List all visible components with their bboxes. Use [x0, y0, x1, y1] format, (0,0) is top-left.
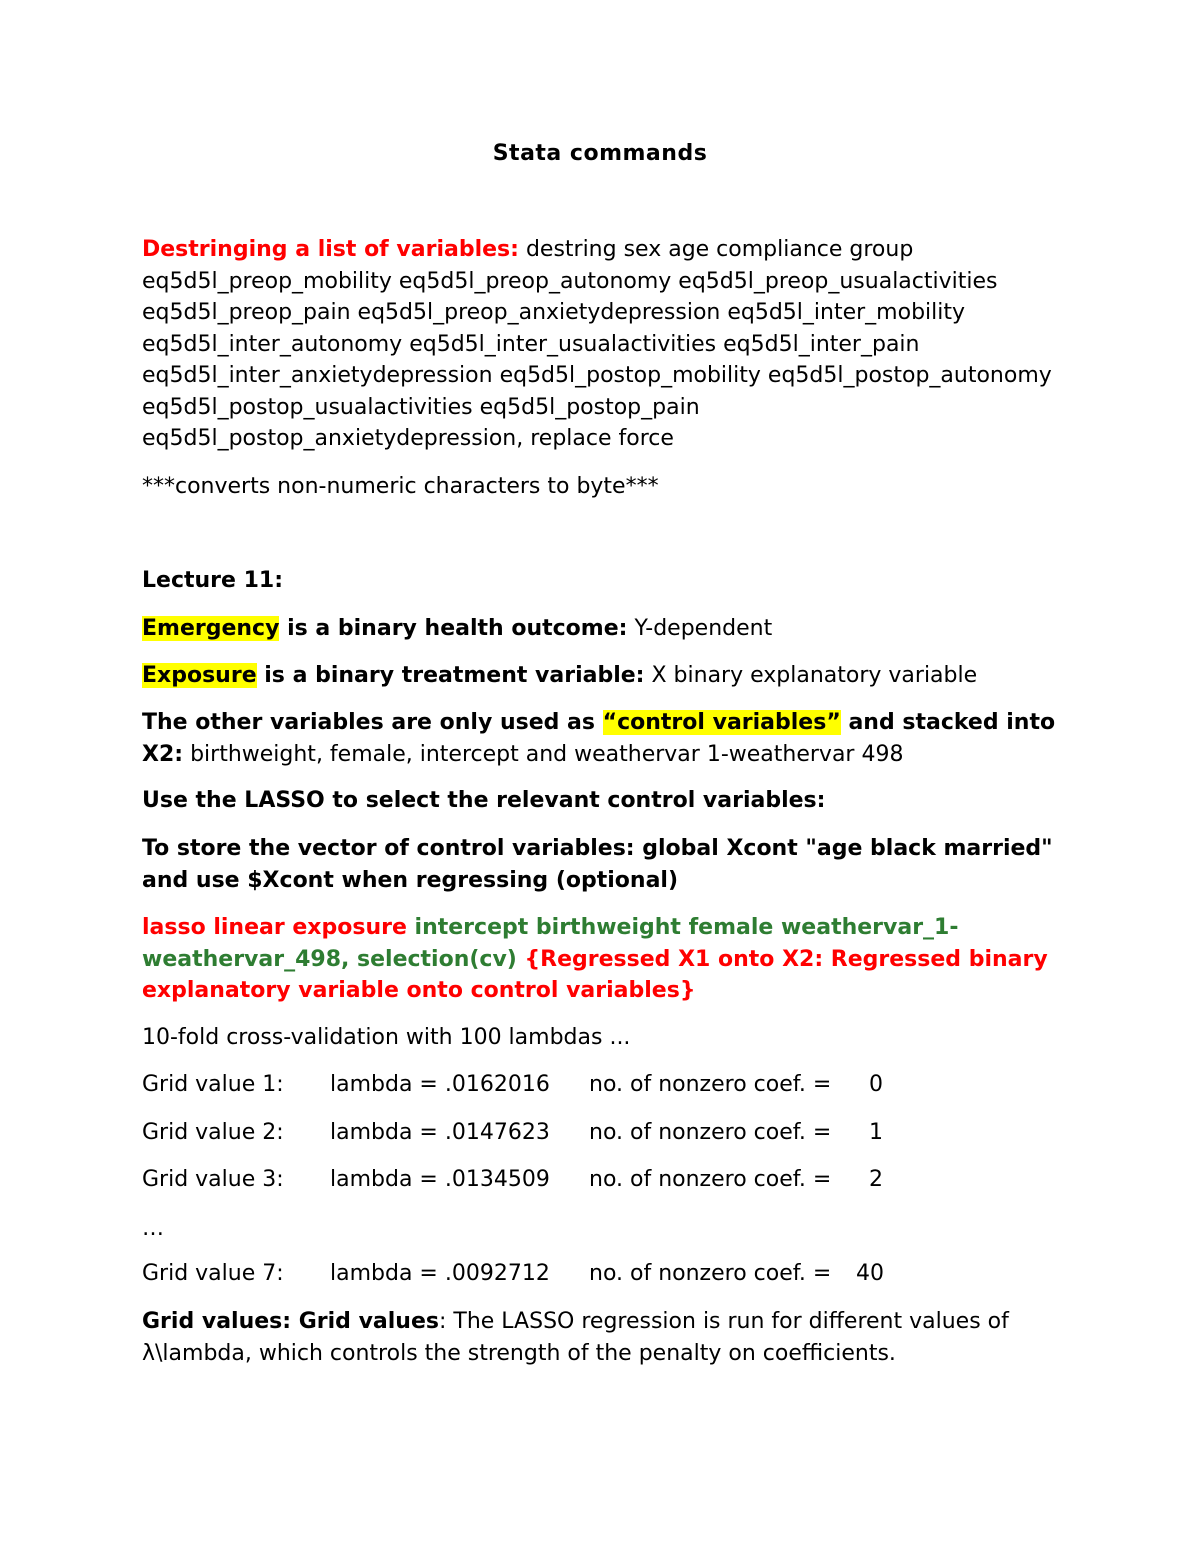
lasso-command-red: lasso linear exposure — [142, 915, 407, 940]
control-variables-highlight: “control variables” — [602, 710, 841, 735]
grid-coef: no. of nonzero coef. = — [589, 1120, 832, 1145]
grid-values-heading: Grid values: Grid values — [142, 1309, 439, 1334]
emergency-line — [142, 613, 1072, 645]
grid-lambda: lambda = .0162016 — [330, 1072, 550, 1097]
grid-label: Grid value 2: — [142, 1120, 284, 1145]
other-variables-a: The other variables are only used as — [142, 710, 603, 735]
grid-count: 40 — [856, 1261, 884, 1286]
grid-coef: no. of nonzero coef. = — [589, 1261, 832, 1286]
grid-count: 1 — [869, 1120, 883, 1145]
exposure-desc: X binary explanatory variable — [644, 663, 978, 688]
destring-heading: Destringing a list of variables: — [142, 237, 519, 262]
lasso-command-paragraph — [142, 912, 1072, 1007]
lasso-command-note: {Regressed X1 onto X2: Regressed binary explanatory variable onto control variables} — [142, 946, 1048, 1003]
grid-lambda: lambda = .0147623 — [330, 1120, 550, 1145]
cv-line: 10-fold cross-validation with 100 lambdas ... — [142, 1025, 631, 1050]
store-vector-paragraph: To store the vector of control variables: global Xcont "age black married" and use $Xcont when regressing (optional) — [142, 836, 1053, 893]
grid-label: Grid value 1: — [142, 1072, 284, 1097]
grid-count: 0 — [869, 1072, 883, 1097]
emergency-label: is a binary health outcome: — [279, 616, 628, 641]
destring-command: destring sex age compliance group eq5d5l_preop_mobility eq5d5l_preop_autonomy eq5d5l_preop_usualactivities eq5d5l_preop_pain eq5d5l_preop_anxietydepression eq5d5l_inter_mobility eq5d5l_inter_autonomy eq5d5l_inter_usualactivities eq5d5l_inter_pain eq5d5l_inter_anxietydepression eq5d5l_postop_mobility eq5d5l_postop_autonomy eq5d5l_postop_usualactivities eq5d5l_postop_pain eq5d5l_postop_anxietydepression, replace force — [142, 237, 1052, 451]
exposure-label: is a binary treatment variable: — [256, 663, 645, 688]
emergency-desc: Y-dependent — [627, 616, 773, 641]
other-variables-desc: birthweight, female, intercept and weathervar 1-weathervar 498 — [183, 741, 904, 767]
lecture-heading: Lecture 11: — [142, 568, 284, 593]
grid-label: Grid value 7: — [142, 1261, 284, 1286]
grid-values-paragraph — [142, 1306, 1072, 1369]
exposure-line — [142, 660, 1072, 692]
grid-coef: no. of nonzero coef. = — [589, 1167, 832, 1192]
grid-label: Grid value 3: — [142, 1167, 284, 1192]
destring-note: ***converts non-numeric characters to byte*** — [142, 474, 659, 499]
other-variables-paragraph — [142, 707, 1072, 770]
use-lasso-line: Use the LASSO to select the relevant control variables: — [142, 788, 826, 813]
other-variables-b: and stacked into X2: — [142, 710, 1056, 767]
destring-paragraph — [142, 234, 1072, 455]
emergency-highlight: Emergency — [142, 616, 280, 641]
grid-coef: no. of nonzero coef. = — [589, 1072, 832, 1097]
lasso-command-green: intercept birthweight female weathervar_1-weathervar_498, selection(cv) — [142, 915, 959, 972]
exposure-highlight: Exposure — [142, 663, 257, 688]
grid-lambda: lambda = .0134509 — [330, 1167, 550, 1192]
ellipsis-text: … — [142, 1216, 164, 1241]
grid-lambda: lambda = .0092712 — [330, 1261, 550, 1286]
grid-values-text: : The LASSO regression is run for different values of λ\lambda, which controls the strength of the penalty on coefficients. — [142, 1309, 1009, 1366]
page-title: Stata commands — [492, 141, 708, 166]
grid-count: 2 — [869, 1167, 883, 1192]
